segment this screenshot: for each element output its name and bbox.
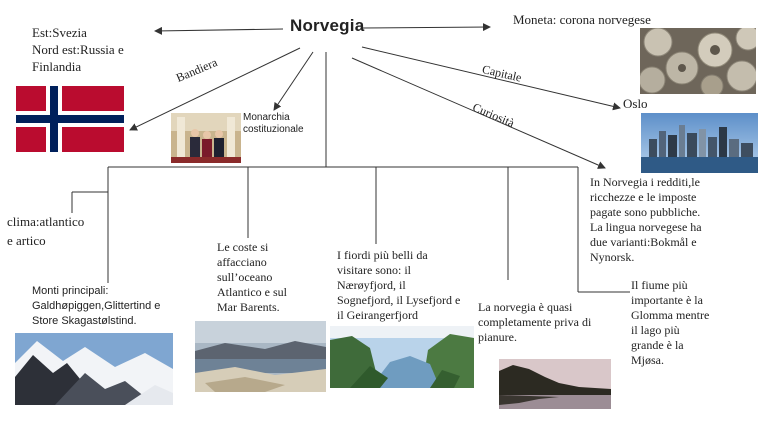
norway-flag-image [16,86,124,152]
coins-drawing [640,28,756,94]
borders-line: Finlandia [32,59,82,74]
fjords-text [337,248,477,323]
fjords-line: I fiordi più belli da [337,248,428,262]
currency-text: Moneta: corona norvegese [513,12,651,27]
rivers-text [631,278,741,368]
rivers-line: Glomma mentre [631,308,710,322]
borders-text [32,24,124,75]
rivers-line: il lago più [631,323,680,337]
coast-image [195,321,326,392]
curiosity-line: pagate sono pubbliche. [590,205,701,219]
climate-text [7,212,84,250]
mountains-image [15,333,173,405]
plains-line: pianure. [478,330,517,344]
climate-line: clima:atlantico [7,214,85,229]
monarchy-text [243,112,304,136]
mountains-text [32,284,160,329]
curiosity-line: ricchezze e le imposte [590,190,697,204]
fjords-line: Sognefjord, il Lysefjord e [337,293,461,307]
monarchy-line: Monarchia [243,112,290,123]
rivers-line: grande è la [631,338,684,352]
fjords-line: Nærøyfjord, il [337,278,406,292]
mountains-line: Galdhøpiggen,Glittertind e [32,300,161,312]
fjord-drawing [330,326,474,388]
edge-label-curiosity: Curiosità [470,100,517,131]
curiosity-line: due varianti:Bokmål e [590,235,697,249]
curiosity-text [590,175,730,265]
fjord-image [330,326,474,388]
mountains-line: Monti principali: [32,285,109,297]
royal-family-image [171,113,241,163]
title-norvegia: Norvegia [290,16,365,35]
edge-label-flag: Bandiera [174,55,220,85]
coasts-line: sull’oceano [217,270,273,284]
lake-forest-image [499,359,611,409]
arrow-to-borders [155,29,283,31]
fjords-line: il Geirangerfjord [337,308,418,322]
coins-image [640,28,756,94]
plains-text [478,300,608,345]
rivers-line: Mjøsa. [631,353,664,367]
oslo-image [641,113,758,173]
coasts-line: Atlantico e sul [217,285,287,299]
borders-line: Nord est:Russia e [32,42,124,57]
plains-line: completamente priva di [478,315,592,329]
monarchy-line: costituzionale [243,124,304,135]
climate-line: e artico [7,233,46,248]
fjords-line: visitare sono: il [337,263,411,277]
royal-family-drawing [171,113,241,163]
rivers-line: importante è la [631,293,703,307]
arrow-to-monarchy [274,52,313,110]
borders-line: Est:Svezia [32,25,87,40]
coasts-line: Mar Barents. [217,300,280,314]
curiosity-line: La lingua norvegese ha [590,220,702,234]
coasts-text [217,240,317,315]
mountains-drawing [15,333,173,405]
norway-flag [16,86,124,152]
rivers-line: Il fiume più [631,278,688,292]
coast-drawing [195,321,326,392]
lake-forest-drawing [499,359,611,409]
coasts-line: affacciano [217,255,267,269]
coasts-line: Le coste si [217,240,269,254]
oslo-skyline-drawing [641,113,758,173]
curiosity-line: In Norvegia i redditi,le [590,175,700,189]
arrow-to-currency [362,27,490,28]
curiosity-line: Nynorsk. [590,250,635,264]
plains-line: La norvegia è quasi [478,300,573,314]
edge-label-capital: Capitale [480,62,523,85]
capital-text: Oslo [623,96,648,111]
mountains-line: Store Skagastølstind. [32,315,137,327]
